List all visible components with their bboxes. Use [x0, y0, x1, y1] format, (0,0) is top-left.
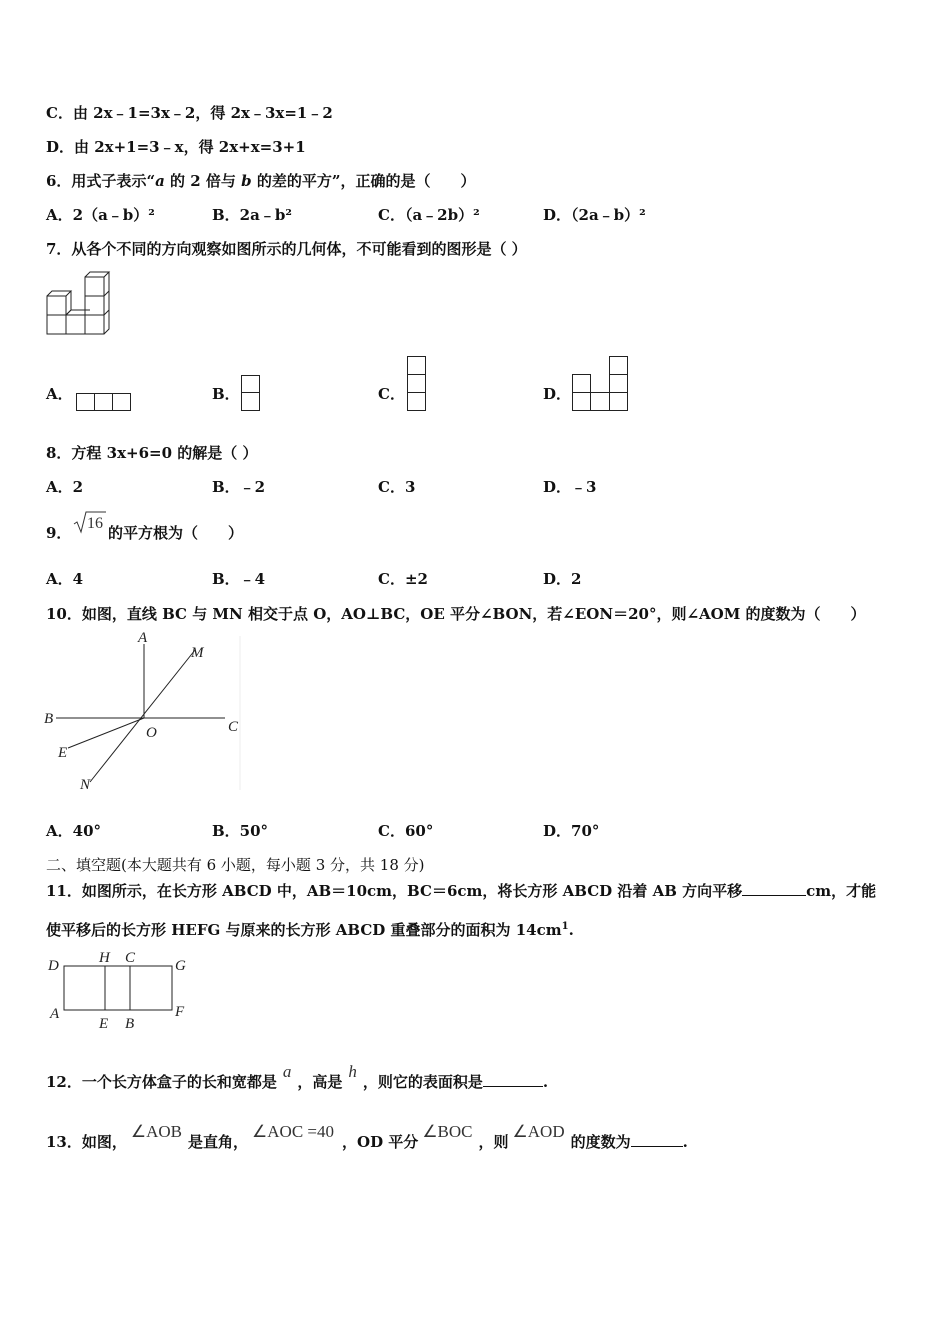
q9-option-c: C．±2	[378, 570, 428, 588]
q13-t1: 是直角，	[188, 1133, 249, 1151]
q13-t4: 的度数为	[570, 1133, 631, 1151]
q9-option-b: B．﹣4	[212, 570, 266, 588]
q13-math-aod: ∠AOD	[512, 1122, 565, 1141]
label-f: F	[175, 1004, 185, 1020]
q9-number: 9．	[46, 524, 72, 542]
q11-line1	[46, 881, 876, 900]
q5-option-c: C．由 2x﹣1=3x﹣2，得 2x﹣3x=1﹣2	[46, 104, 333, 122]
q6-stem	[46, 172, 476, 190]
q11-rectangle-diagram	[44, 948, 194, 1034]
q6-var-a: a	[155, 172, 165, 190]
section-2-title: 二、填空题(本大题共有 6 小题，每小题 3 分，共 18 分)	[46, 856, 425, 874]
q11-line1-post: cm，才能	[806, 882, 877, 900]
q13-answer-blank[interactable]	[631, 1132, 683, 1147]
q11-answer-blank[interactable]	[742, 881, 806, 896]
label-g: G	[175, 958, 186, 974]
q11-line2-sup: 1	[561, 921, 569, 932]
q12-pre: 12．一个长方体盒子的长和宽都是	[46, 1073, 277, 1091]
q8-option-b: B．﹣2	[212, 478, 266, 496]
label-e: E	[99, 1016, 109, 1032]
q7-stem: 7．从各个不同的方向观察如图所示的几何体，不可能看到的图形是（ ）	[46, 240, 527, 258]
q7-option-b-figure	[241, 375, 261, 412]
q12-end: .	[542, 1073, 549, 1091]
q7-option-a-figure	[76, 393, 132, 412]
q10-option-a: A．40°	[46, 822, 102, 840]
q11-line2	[46, 918, 574, 939]
q10-diagram	[40, 630, 250, 795]
label-o: O	[146, 725, 157, 741]
q10-option-d: D．70°	[543, 822, 600, 840]
q7-option-c-label: C．	[378, 385, 405, 403]
q13-math-aob: ∠AOB	[130, 1122, 183, 1141]
label-c: C	[125, 950, 136, 966]
q6-option-c: C．（a﹣2b）²	[378, 206, 480, 224]
q6-var-b: b	[241, 172, 252, 190]
q6-stem-post: 的差的平方”，正确的是（ ）	[251, 172, 476, 190]
q8-stem: 8．方程 3x+6=0 的解是（ ）	[46, 444, 258, 462]
label-a: A	[138, 630, 148, 646]
q11-line2-pre: 使平移后的长方形 HEFG 与原来的长方形 ABCD 重叠部分的面积为 14cm	[46, 921, 562, 939]
q12-var-h: h	[348, 1062, 357, 1081]
label-h: H	[99, 950, 110, 966]
q6-option-d: D．（2a﹣b）²	[543, 206, 646, 224]
q6-option-a: A．2（a﹣b）²	[46, 206, 155, 224]
q11-line2-post: .	[568, 921, 574, 939]
q12-post: ，则它的表面积是	[362, 1073, 483, 1091]
q7-option-d-label: D．	[543, 385, 572, 403]
label-a: A	[50, 1006, 60, 1022]
label-b: B	[44, 711, 54, 727]
q13-math-aoc: ∠AOC =40	[252, 1122, 335, 1141]
q12-mid: ，高是	[297, 1073, 343, 1091]
label-n: N	[80, 777, 91, 793]
q12-text	[46, 1062, 549, 1091]
q11-line1-pre: 11．如图所示，在长方形 ABCD 中，AB＝10cm，BC＝6cm，将长方形 ABCD 沿着 AB 方向平移	[46, 882, 743, 900]
q7-option-c-figure	[407, 356, 427, 412]
q10-option-b: B．50°	[212, 822, 269, 840]
q12-var-a: a	[282, 1062, 292, 1081]
q9-sqrt-expression	[73, 510, 107, 534]
label-m: M	[191, 645, 204, 661]
q8-option-a: A．2	[46, 478, 84, 496]
q5-option-d: D．由 2x+1=3﹣x，得 2x+x=3+1	[46, 138, 306, 156]
q9-option-a: A．4	[46, 570, 84, 588]
q7-option-d-figure	[572, 356, 630, 412]
q8-option-c: C．3	[378, 478, 416, 496]
q6-stem-pre: 6．用式子表示“	[46, 172, 156, 190]
q7-solid-figure	[46, 272, 110, 336]
label-d: D	[48, 958, 59, 974]
q13-text	[46, 1122, 688, 1151]
ray-oe	[68, 718, 144, 748]
q10-option-c: C．60°	[378, 822, 434, 840]
q13-t3: ，则	[478, 1133, 509, 1151]
q9-radicand: 16	[87, 515, 103, 532]
q10-stem: 10．如图，直线 BC 与 MN 相交于点 O，AO⊥BC，OE 平分∠BON，若∠EON＝20°，则∠AOM 的度数为（ ）	[46, 605, 866, 623]
q13-pre: 13．如图，	[46, 1133, 127, 1151]
label-b: B	[125, 1016, 135, 1032]
q13-t2: ，OD 平分	[342, 1133, 419, 1151]
label-c: C	[228, 719, 239, 735]
q9-option-d: D．2	[543, 570, 582, 588]
label-e: E	[58, 745, 68, 761]
q13-math-boc: ∠BOC	[422, 1122, 473, 1141]
q12-answer-blank[interactable]	[483, 1072, 543, 1087]
q7-option-b-label: B．	[212, 385, 240, 403]
q6-option-b: B．2a﹣b²	[212, 206, 292, 224]
q7-option-a-label: A．	[46, 385, 73, 403]
q6-stem-mid: 的 2 倍与	[164, 172, 242, 190]
line-mn	[90, 650, 195, 782]
q9-stem: 的平方根为（ ）	[108, 524, 244, 542]
q13-end: .	[682, 1133, 688, 1151]
q8-option-d: D．﹣3	[543, 478, 597, 496]
